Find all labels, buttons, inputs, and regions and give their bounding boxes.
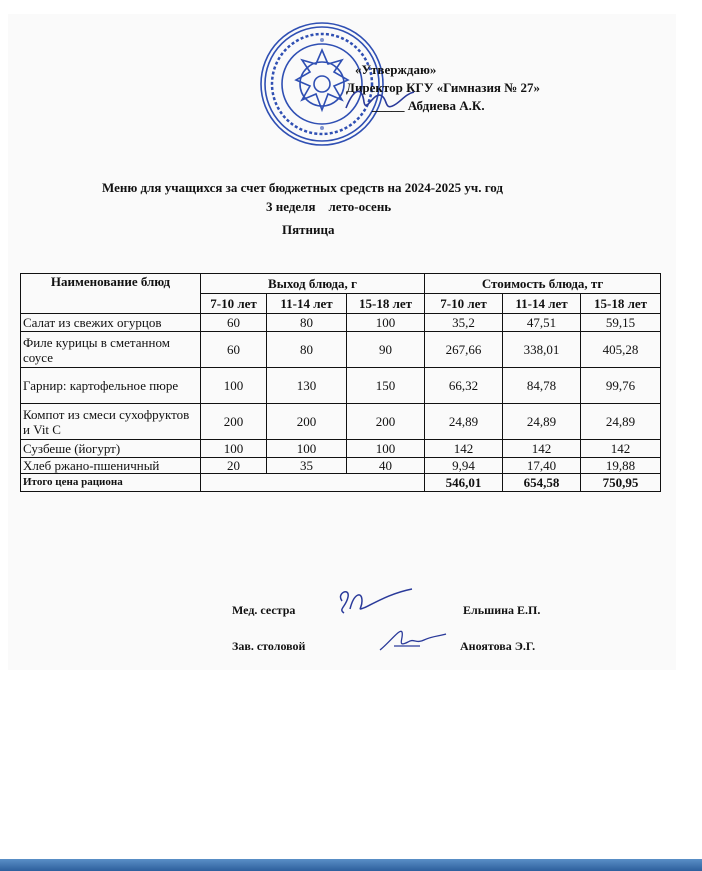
- cost-cell: 24,89: [425, 404, 503, 440]
- table-row: [21, 404, 661, 440]
- cost-cell: 24,89: [503, 404, 581, 440]
- yield-cell: 100: [201, 440, 267, 458]
- cost-cell: 99,76: [581, 368, 661, 404]
- approve-heading: «Утверждаю»: [355, 62, 437, 77]
- yield-cell: 200: [201, 404, 267, 440]
- table-row: [21, 368, 661, 404]
- yield-cell: 90: [347, 332, 425, 368]
- cost-cell: 142: [581, 440, 661, 458]
- cost-cell: 267,66: [425, 332, 503, 368]
- cost-cell: 142: [425, 440, 503, 458]
- yield-cell: 60: [201, 332, 267, 368]
- director-signature: [340, 78, 420, 122]
- yield-header: Выход блюда, г: [201, 274, 425, 294]
- yield-cell: 35: [267, 458, 347, 474]
- age-header: 15-18 лет: [581, 294, 661, 314]
- canteen-name: Аноятова Э.Г.: [460, 639, 536, 653]
- yield-cell: 40: [347, 458, 425, 474]
- cost-cell: 9,94: [425, 458, 503, 474]
- cost-header: Стоимость блюда, тг: [425, 274, 661, 294]
- yield-cell: 200: [267, 404, 347, 440]
- cost-cell: 338,01: [503, 332, 581, 368]
- dish-name: Компот из смеси сухофруктов и Vit C: [21, 404, 201, 440]
- footer-bar: [0, 859, 702, 871]
- table-row: [21, 314, 661, 332]
- total-row: [21, 474, 661, 492]
- cost-cell: 24,89: [581, 404, 661, 440]
- weekday: Пятница: [282, 222, 335, 237]
- total-empty-cell: [201, 474, 425, 492]
- yield-cell: 100: [347, 440, 425, 458]
- cost-cell: 66,32: [425, 368, 503, 404]
- age-header: 7-10 лет: [425, 294, 503, 314]
- total-cost-cell: 546,01: [425, 474, 503, 492]
- cost-cell: 47,51: [503, 314, 581, 332]
- total-cost-cell: 750,95: [581, 474, 661, 492]
- week-season: 3 неделя лето-осень: [266, 199, 392, 214]
- canteen-label: Зав. столовой: [232, 639, 306, 653]
- yield-cell: 100: [201, 368, 267, 404]
- dish-name: Хлеб ржано-пшеничный: [21, 458, 201, 474]
- director-title: Директор КГУ «Гимназия № 27»: [346, 80, 541, 95]
- age-header: 7-10 лет: [201, 294, 267, 314]
- dish-name-header: Наименование блюд: [21, 274, 201, 314]
- yield-cell: 130: [267, 368, 347, 404]
- menu-table: [20, 273, 661, 492]
- table-row: [21, 332, 661, 368]
- cost-cell: 19,88: [581, 458, 661, 474]
- dish-name: Филе курицы в сметанном соусе: [21, 332, 201, 368]
- yield-cell: 80: [267, 332, 347, 368]
- dish-name: Сузбеше (йогурт): [21, 440, 201, 458]
- cost-cell: 35,2: [425, 314, 503, 332]
- canteen-signature: [374, 622, 448, 656]
- yield-cell: 150: [347, 368, 425, 404]
- total-label: Итого цена рациона: [21, 474, 201, 492]
- yield-cell: 80: [267, 314, 347, 332]
- yield-cell: 100: [267, 440, 347, 458]
- cost-cell: 17,40: [503, 458, 581, 474]
- age-header: 15-18 лет: [347, 294, 425, 314]
- menu-title: Меню для учащихся за счет бюджетных средств на 2024-2025 уч. год: [102, 180, 503, 195]
- cost-cell: 405,28: [581, 332, 661, 368]
- nurse-signature: [332, 583, 418, 619]
- director-name: _____ Абдиева А.К.: [372, 98, 485, 113]
- dish-name: Салат из свежих огурцов: [21, 314, 201, 332]
- nurse-label: Мед. сестра: [232, 603, 296, 617]
- age-header: 11-14 лет: [267, 294, 347, 314]
- age-header: 11-14 лет: [503, 294, 581, 314]
- yield-cell: 60: [201, 314, 267, 332]
- table-row: [21, 458, 661, 474]
- yield-cell: 20: [201, 458, 267, 474]
- yield-cell: 100: [347, 314, 425, 332]
- total-cost-cell: 654,58: [503, 474, 581, 492]
- yield-cell: 200: [347, 404, 425, 440]
- table-row: [21, 440, 661, 458]
- cost-cell: 59,15: [581, 314, 661, 332]
- cost-cell: 142: [503, 440, 581, 458]
- dish-name: Гарнир: картофельное пюре: [21, 368, 201, 404]
- nurse-name: Ельшина Е.П.: [463, 603, 541, 617]
- cost-cell: 84,78: [503, 368, 581, 404]
